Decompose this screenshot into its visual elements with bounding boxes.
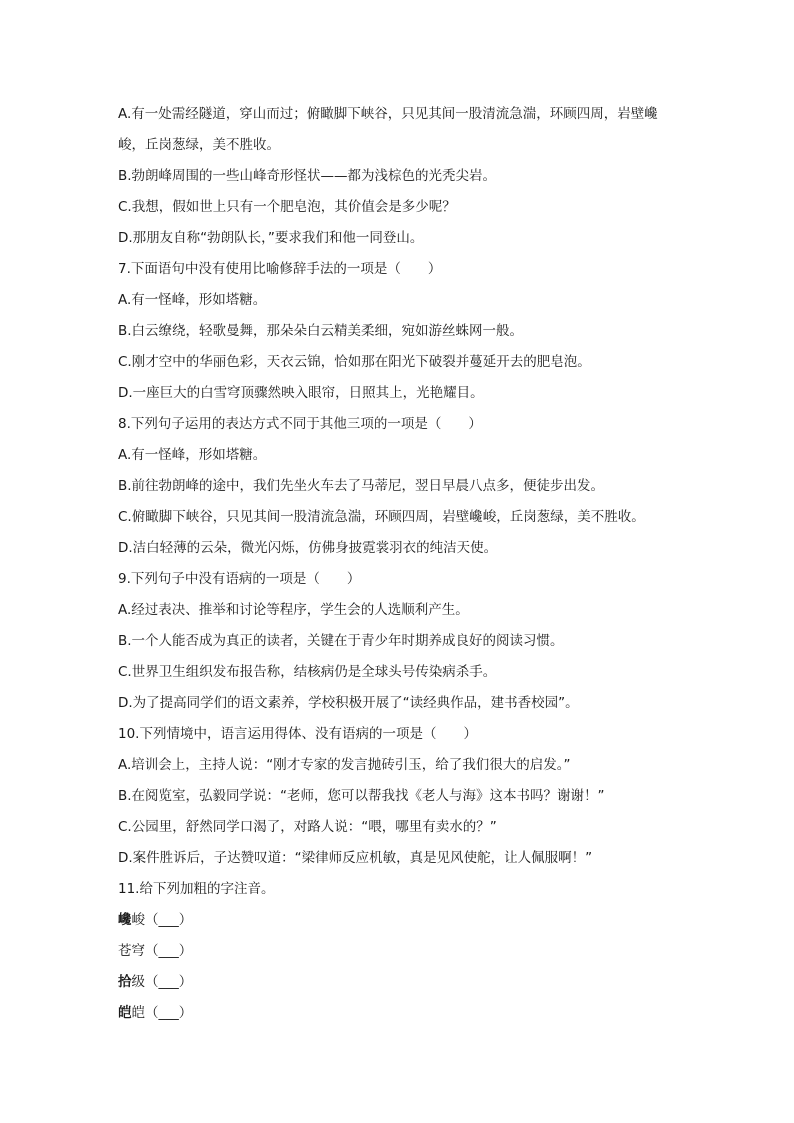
document-content — [118, 99, 688, 1029]
bold-character: 拾 — [118, 974, 132, 990]
answer-blank[interactable]: ___ — [158, 912, 179, 928]
text-line: B.在阅览室，弘毅同学说：“老师，您可以帮我找《老人与海》这本书吗？谢谢！” — [118, 788, 605, 804]
question-heading: 11.给下列加粗的字注音。 — [118, 881, 275, 897]
text-line: D.洁白轻薄的云朵，微光闪烁，仿佛身披霓裳羽衣的纯洁天使。 — [118, 540, 498, 556]
text-line: B.一个人能否成为真正的读者，关键在于青少年时期养成良好的阅读习惯。 — [118, 633, 564, 649]
pinyin-item-close: ） — [178, 1005, 193, 1021]
text-line: 峻，丘岗葱绿，美不胜收。 — [118, 137, 280, 153]
answer-blank[interactable]: ___ — [158, 943, 179, 959]
text-line: A.培训会上，主持人说：“刚才专家的发言抛砖引玉，给了我们很大的启发。” — [118, 757, 571, 773]
text-line: A.经过表决、推举和讨论等程序，学生会的人选顺利产生。 — [118, 602, 469, 618]
text-line: A.有一怪峰，形如塔糖。 — [118, 447, 267, 463]
question-heading: 9.下列句子中没有语病的一项是（ ） — [118, 571, 361, 587]
pinyin-item-close: ） — [178, 912, 193, 928]
text-line: C.世界卫生组织发布报告称，结核病仍是全球头号传染病杀手。 — [118, 664, 497, 680]
bold-character: 皑 — [118, 1005, 132, 1021]
bold-character: 巉 — [118, 912, 132, 928]
text-line: C.刚才空中的华丽色彩，天衣云锦，恰如那在阳光下破裂并蔓延开去的肥皂泡。 — [118, 354, 591, 370]
question-heading: 7.下面语句中没有使用比喻修辞手法的一项是（ ） — [118, 261, 442, 277]
pinyin-item — [118, 967, 688, 998]
text-line: B.白云缭绕，轻歌曼舞，那朵朵白云精美柔细，宛如游丝蛛网一般。 — [118, 323, 524, 339]
text-line: A.有一处需经隧道，穿山而过；俯瞰脚下峡谷，只见其间一股清流急湍，环顾四周，岩壁巉 — [118, 106, 658, 122]
pinyin-item-close: ） — [178, 974, 193, 990]
pinyin-item — [118, 936, 688, 967]
question-heading: 8.下列句子运用的表达方式不同于其他三项的一项是（ ） — [118, 416, 482, 432]
text-line: D.案件胜诉后，子达赞叹道：“梁律师反应机敏，真是见风使舵，让人佩服啊！” — [118, 850, 593, 866]
text-line: C.俯瞰脚下峡谷，只见其间一股清流急湍，环顾四周，岩壁巉峻，丘岗葱绿，美不胜收。 — [118, 509, 645, 525]
pinyin-item-text: 苍穹（ — [118, 943, 159, 959]
text-line: D.那朋友自称“勃朗队长，”要求我们和他一同登山。 — [118, 230, 424, 246]
text-line: A.有一怪峰，形如塔糖。 — [118, 292, 267, 308]
answer-blank[interactable]: ___ — [158, 974, 179, 990]
answer-blank[interactable]: ___ — [158, 1005, 179, 1021]
pinyin-item-text: 峻（ — [131, 912, 159, 928]
text-line: C.我想，假如世上只有一个肥皂泡，其价值会是多少呢？ — [118, 199, 456, 215]
text-line: B.前往勃朗峰的途中，我们先坐火车去了马蒂尼，翌日早晨八点多，便徒步出发。 — [118, 478, 605, 494]
text-line: C.公园里，舒然同学口渴了，对路人说：“喂，哪里有卖水的？” — [118, 819, 497, 835]
pinyin-item-text: 级（ — [131, 974, 159, 990]
pinyin-item-close: ） — [178, 943, 193, 959]
text-line: D.一座巨大的白雪穹顶骤然映入眼帘，日照其上，光艳耀目。 — [118, 385, 484, 401]
pinyin-item-text: 皑（ — [131, 1005, 159, 1021]
text-line: B.勃朗峰周围的一些山峰奇形怪状——都为浅棕色的光秃尖岩。 — [118, 168, 497, 184]
text-line: D.为了提高同学们的语文素养，学校积极开展了“读经典作品，建书香校园”。 — [118, 695, 579, 711]
pinyin-item — [118, 905, 688, 936]
question-heading: 10.下列情境中，语言运用得体、没有语病的一项是（ ） — [118, 726, 477, 742]
pinyin-item — [118, 998, 688, 1029]
